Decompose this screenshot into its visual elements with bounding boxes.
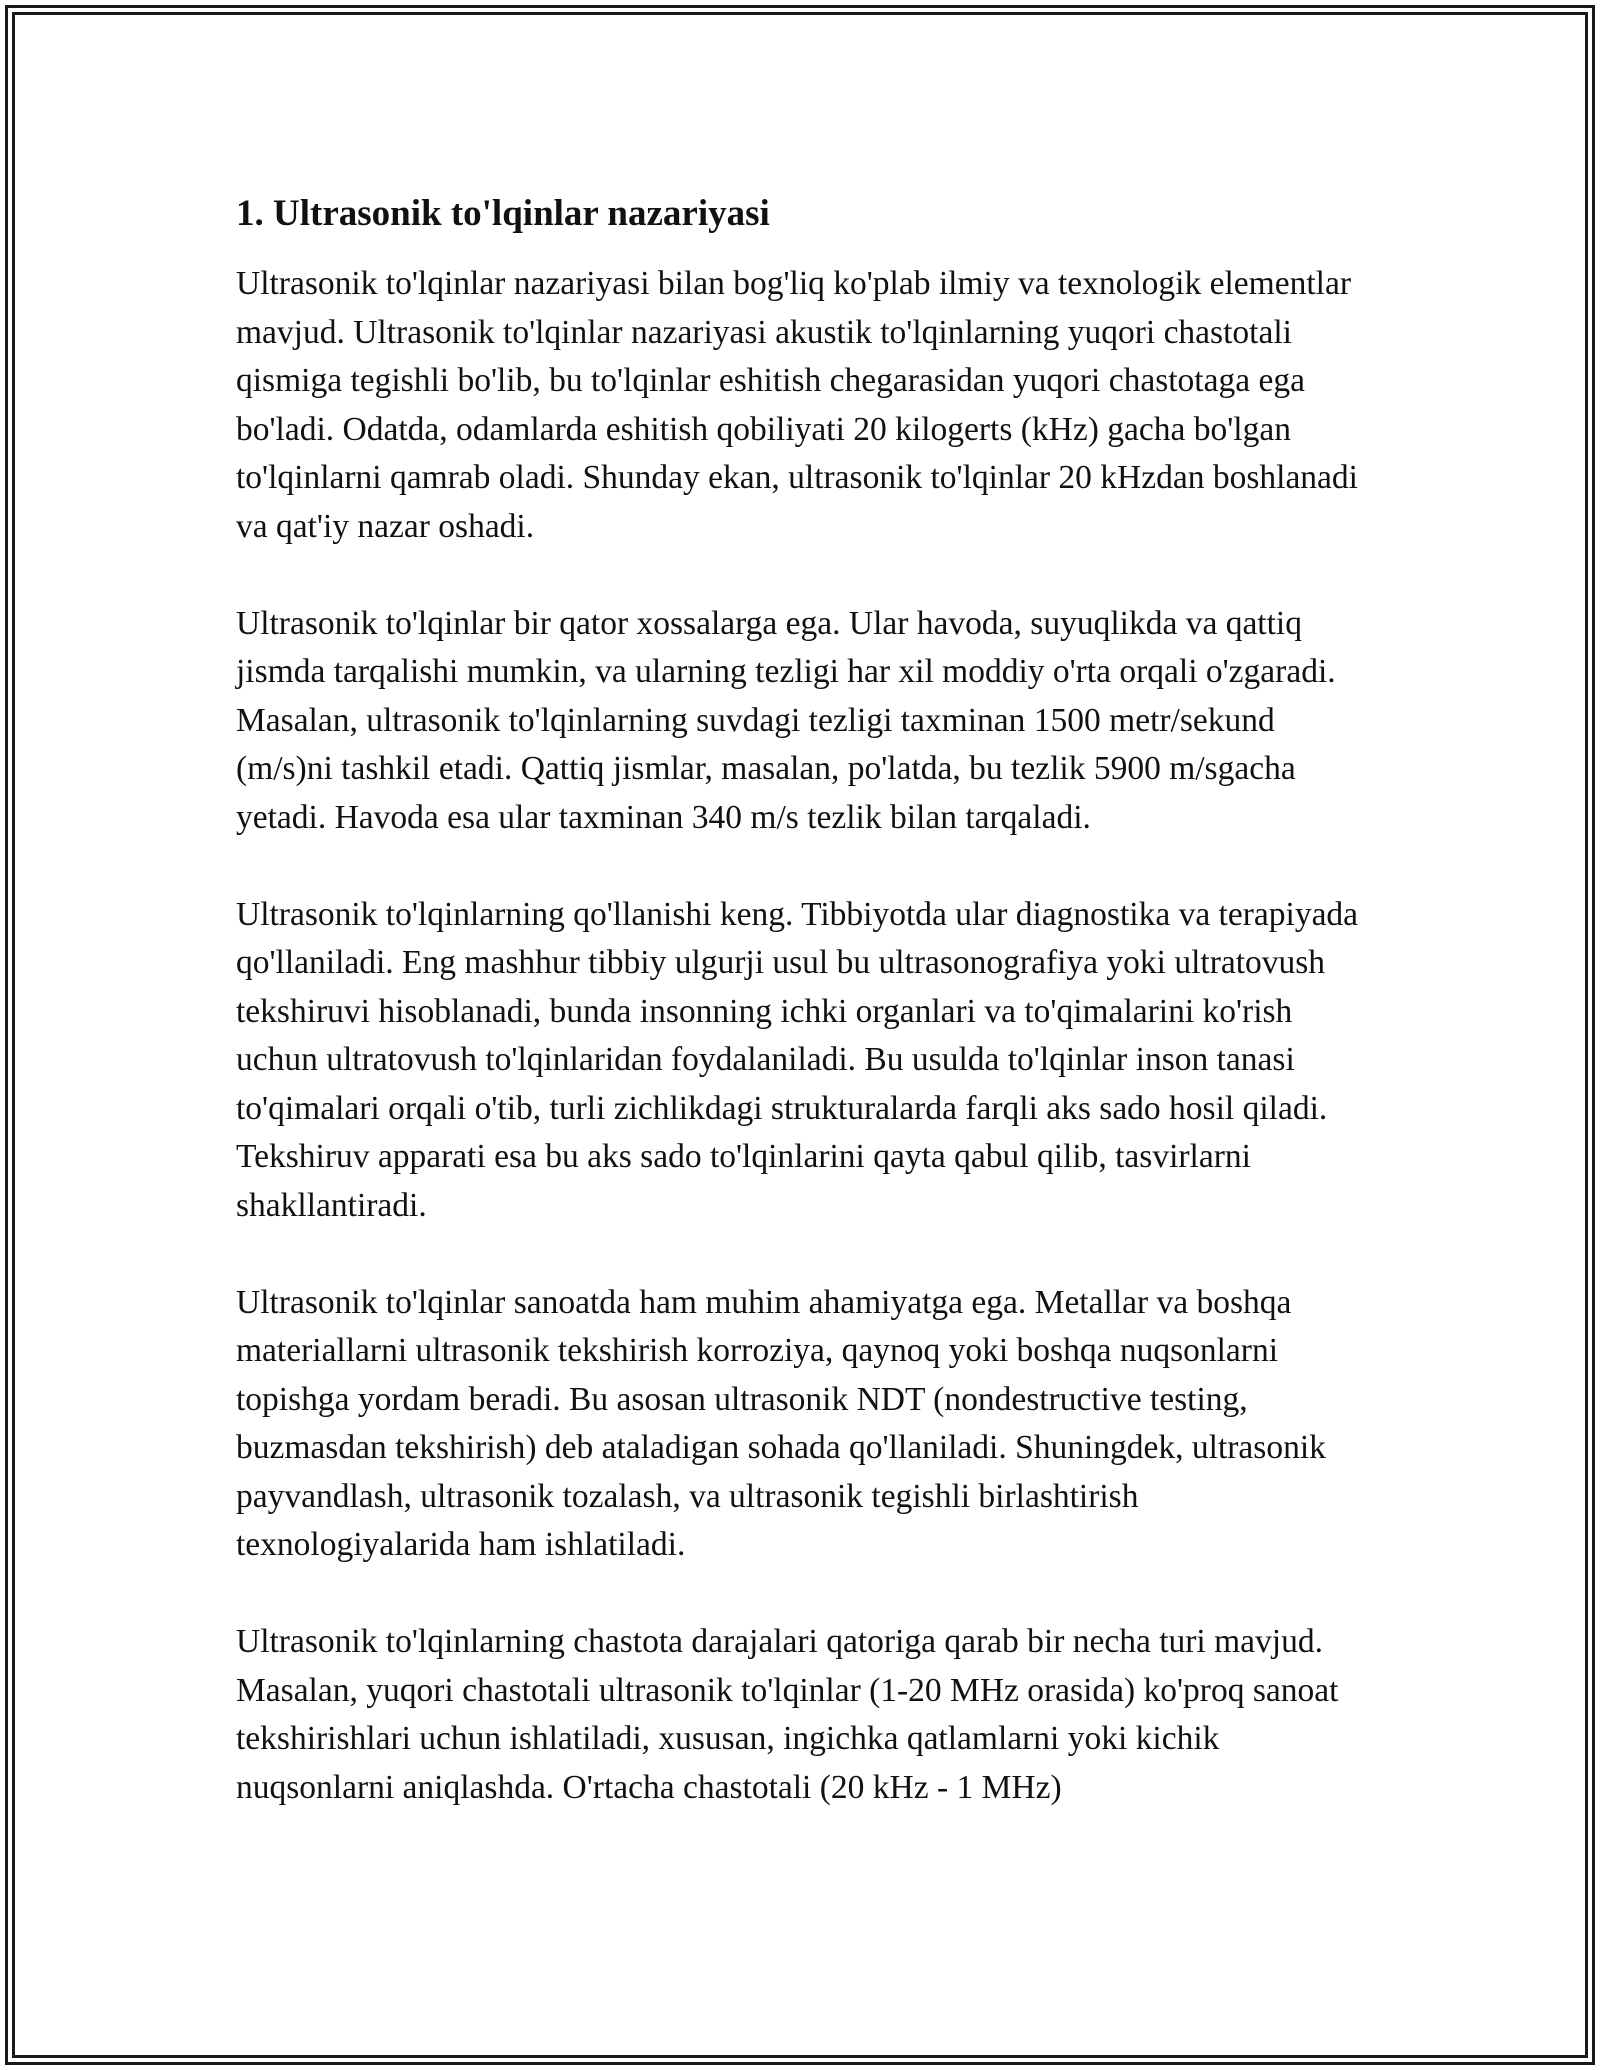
paragraph-4: Ultrasonik to'lqinlar sanoatda ham muhim ahamiyatga ega. Metallar va boshqa materiallarni ultrasonik tekshirish korroziya, qaynoq yoki boshqa nuqsonlarni topishga yordam beradi. Bu asosan ultrasonik NDT (nondestructive testing, buzmasdan tekshirish) deb ataladigan sohada qo'llaniladi. Shuningdek, ultrasonik payvandlash, ultrasonik tozalash, va ultrasonik tegishli birlashtirish texnologiyalarida ham ishlatiladi. [236,1283,1326,1563]
paragraph-3: Ultrasonik to'lqinlarning qo'llanishi keng. Tibbiyotda ular diagnostika va terapiyada qo'llaniladi. Eng mashhur tibbiy ulgurji usul bu ultrasonografiya yoki ultratovush tekshiruvi hisoblanadi, bunda insonning ichki organlari va to'qimalarini ko'rish uchun ultratovush to'lqinlaridan foydalaniladi. Bu usulda to'lqinlar inson tanasi to'qimalari orqali o'tib, turli zichlikdagi strukturalarda farqli aks sado hosil qiladi. Tekshiruv apparati esa bu aks sado to'lqinlarini qayta qabul qilib, tasvirlarni shakllantiradi. [236,895,1359,1224]
paragraph-1: Ultrasonik to'lqinlar nazariyasi bilan bog'liq ko'plab ilmiy va texnologik elementlar mavjud. Ultrasonik to'lqinlar nazariyasi akustik to'lqinlarning yuqori chastotali qismiga tegishli bo'lib, bu to'lqinlar eshitish chegarasidan yuqori chastotaga ega bo'ladi. Odatda, odamlarda eshitish qobiliyati 20 kilogerts (kHz) gacha bo'lgan to'lqinlarni qamrab oladi. Shunday ekan, ultrasonik to'lqinlar 20 kHzdan boshlanadi va qat'iy nazar oshadi. [236,265,1358,545]
paragraph-2: Ultrasonik to'lqinlar bir qator xossalarga ega. Ular havoda, suyuqlikda va qattiq jismda tarqalishi mumkin, va ularning tezligi har xil moddiy o'rta orqali o'zgaradi. Masalan, ultrasonik to'lqinlarning suvdagi tezligi taxminan 1500 metr/sekund (m/s)ni tashkil etadi. Qattiq jismlar, masalan, po'latda, bu tezlik 5900 m/sgacha yetadi. Havoda esa ular taxminan 340 m/s tezlik bilan tarqaladi. [236,604,1336,836]
paragraph-5: Ultrasonik to'lqinlarning chastota darajalari qatoriga qarab bir necha turi mavjud. Masalan, yuqori chastotali ultrasonik to'lqinlar (1-20 MHz orasida) ko'proq sanoat tekshirishlari uchun ishlatiladi, xususan, ingichka qatlamlarni yoki kichik nuqsonlarni aniqlashda. O'rtacha chastotali (20 kHz - 1 MHz) [236,1623,1339,1806]
section-title: 1. Ultrasonik to'lqinlar nazariyasi [236,193,770,234]
document-body [236,188,1376,1861]
